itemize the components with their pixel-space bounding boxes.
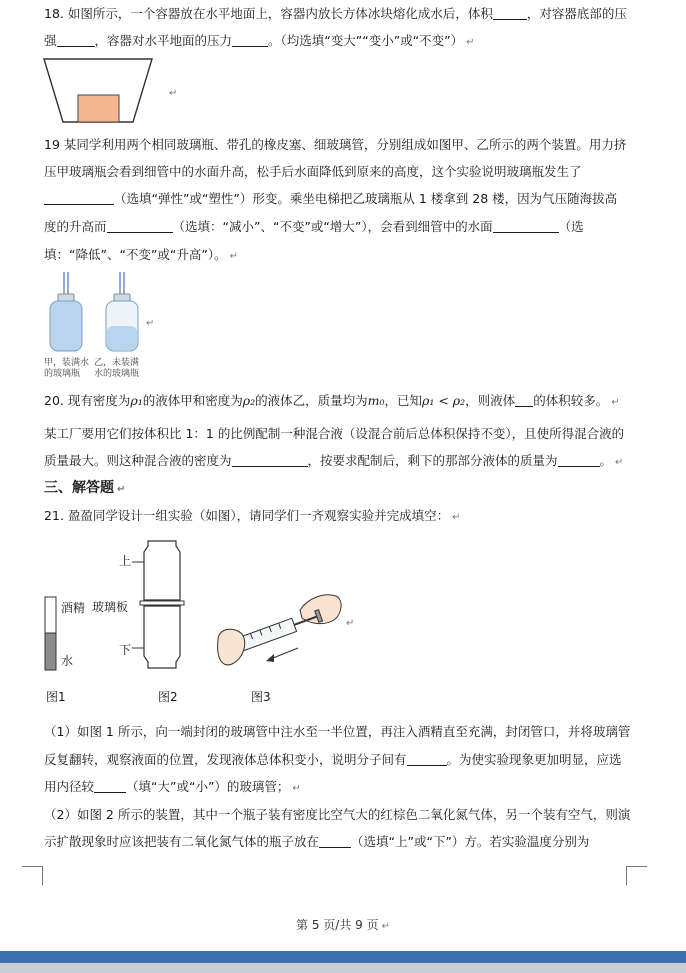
blank — [493, 7, 527, 20]
corner-mark-right — [626, 866, 647, 885]
next-page-edge — [0, 963, 686, 973]
q21-s2-line-2: 示扩散现象时应该把装有二氧化氮气体的瓶子放在 （选填“上”或“下”）方。若实验温度分别为 — [44, 834, 590, 849]
paragraph-mark-icon: ↵ — [381, 921, 390, 932]
q20-line-3: 质量最大。则这种混合液的密度为 ，按要求配制后，剩下的那部分液体的质量为 。 ↵ — [44, 453, 624, 468]
blank — [232, 34, 268, 47]
left-hand — [218, 629, 245, 665]
upper-bottle — [144, 541, 180, 600]
figure-3-syringe — [212, 588, 355, 678]
q21-s1-line-2: 反复翻转，观察液面的位置，发现液体总体积变小，说明分子间有 。为使实验现象更加明显，应选 — [44, 752, 622, 767]
paragraph-mark-icon: ↵ — [346, 618, 355, 629]
q21-s2-line-1: （2）如图 2 所示的装置，其中一个瓶子装有密度比空气大的红棕色二氧化氮气体，另一个装有空气，则演 — [44, 807, 631, 822]
blank — [493, 220, 559, 233]
ice-block — [78, 95, 119, 122]
blank — [57, 34, 95, 47]
q19-line-5: 填：“降低”、“不变”或“升高”）。 ↵ — [44, 247, 238, 262]
paragraph-mark-icon: ↵ — [229, 251, 238, 262]
blank — [94, 780, 126, 793]
blank — [232, 454, 308, 467]
fig3-caption: 图3 — [251, 690, 271, 704]
q20-line-2: 某工厂要用它们按体积比 1：1 的比例配制一种混合液（设混合前后总体积保持不变），且使所得混合液的 — [44, 426, 625, 441]
q21-s1-line-1: （1）如图 1 所示，向一端封闭的玻璃管中注水至一半位置，再注入酒精直至充满，封闭管口，并将玻璃管 — [44, 724, 631, 739]
figure-1-tube — [44, 596, 58, 672]
lower-bottle — [144, 606, 180, 668]
paragraph-mark-icon: ↵ — [615, 457, 624, 468]
q19-line-1: 19 某同学利用两个相同玻璃瓶、带孔的橡皮塞、细玻璃管，分别组成如图甲、乙所示的两个装置。用力挤 — [44, 137, 627, 152]
figure-2-bottles — [130, 538, 190, 678]
fig2-bottom-label: 下 — [119, 643, 132, 657]
q19-line-2: 压甲玻璃瓶会看到细管中的水面升高，松手后水面降低到原来的高度，这个实验说明玻璃瓶发生了 — [44, 164, 582, 179]
paragraph-mark-icon: ↵ — [611, 397, 620, 408]
blank — [515, 394, 533, 407]
blank — [407, 753, 447, 766]
paragraph-mark-icon: ↵ — [117, 484, 126, 495]
fig1-alcohol-label: 酒精 — [61, 601, 86, 615]
fig2-caption: 图2 — [158, 690, 178, 704]
q19-line-4: 度的升高而 （选填：“减小”、“不变”或“增大”），会看到细管中的水面 （选 — [44, 219, 584, 234]
q20-line-1: 20. 现有密度为ρ₁的液体甲和密度为ρ₂的液体乙，质量均为m₀，已知ρ₁ < ρ₂，则液体 的体积较多。 ↵ — [44, 393, 620, 408]
page-separator-bar — [0, 951, 686, 963]
blank — [319, 835, 351, 848]
paragraph-mark-icon: ↵ — [146, 318, 155, 329]
q18-line-1: 18. 如图所示，一个容器放在水平地面上，容器内放长方体冰块熔化成水后，体积 ，对容器底部的压 — [44, 6, 627, 21]
bottles-figure — [44, 270, 144, 358]
fig1-water-label: 水 — [61, 654, 74, 668]
blank — [558, 454, 600, 467]
q19-line-3: （选填“弹性”或“塑性”）形变。乘坐电梯把乙玻璃瓶从 1 楼拿到 28 楼，因为气压随海拔高 — [44, 190, 617, 208]
page-number: 第 5 页/共 9 页 ↵ — [296, 918, 390, 932]
section-heading: 三、解答题 ↵ — [44, 480, 126, 496]
full-bottle — [50, 301, 82, 351]
corner-mark-left — [22, 866, 43, 885]
q21-s1-line-3: 用内径较 （填“大”或“小”）的玻璃管； ↵ — [44, 779, 301, 794]
fig2-plate-label: 玻璃板 — [92, 600, 129, 614]
paragraph-mark-icon: ↵ — [466, 37, 475, 48]
container-figure — [42, 56, 157, 126]
blank — [107, 220, 173, 233]
fig1-caption: 图1 — [46, 690, 66, 704]
glass-plate — [140, 601, 184, 605]
q21-intro: 21. 盈盈同学设计一组实验（如图），请同学们一齐观察实验并完成填空： ↵ — [44, 508, 461, 523]
paragraph-mark-icon: ↵ — [169, 88, 178, 99]
paragraph-mark-icon: ↵ — [292, 783, 301, 794]
fig2-top-label: 上 — [119, 554, 132, 568]
caption-jia: 甲，装满水 的玻璃瓶 — [44, 358, 90, 379]
paragraph-mark-icon: ↵ — [452, 512, 461, 523]
caption-yi: 乙，未装满 水的玻璃瓶 — [94, 358, 140, 379]
q18-line-2: 强 ，容器对水平地面的压力 。（均选填“变大”“变小”或“不变”） ↵ — [44, 33, 475, 48]
blank — [44, 192, 114, 205]
